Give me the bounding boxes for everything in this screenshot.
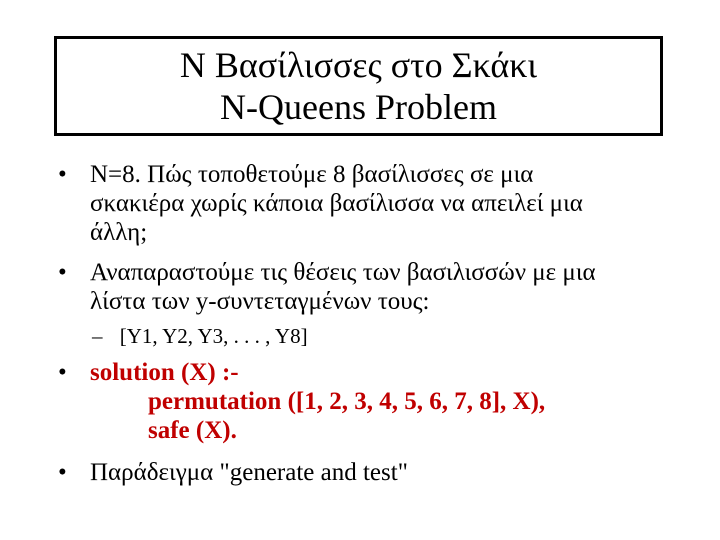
code-line: permutation ([1, 2, 3, 4, 5, 6, 7, 8], X), [148,388,546,415]
bullet-text [90,160,583,247]
bullet-item-n8 [58,160,698,250]
bullet-marker: • [58,459,67,486]
title-english: N-Queens Problem [220,87,497,127]
bullet-text [90,458,408,487]
slide-title [54,36,663,136]
sub-bullet-list [92,324,308,349]
sub-bullet-text: [Y1, Y2, Y3, . . . , Y8] [119,324,308,348]
bullet-line: N=8. Πώς τοποθετούμε 8 βασίλισσες σε μια [90,161,534,188]
bullet-marker: • [58,259,67,286]
code-line: solution (X) :- [90,359,239,386]
dash-marker: – [92,324,103,348]
bullet-item-example [58,458,698,490]
bullet-item-solution [58,358,698,448]
bullet-line: Παράδειγμα "generate and test" [90,459,408,486]
code-line: safe (X). [148,417,237,444]
bullet-line: σκακιέρα χωρίς κάποια βασίλισσα να απειλεί μια [90,190,583,217]
bullet-text [90,258,596,316]
code-block [90,358,545,445]
bullet-marker: • [58,161,67,188]
bullet-line: Αναπαραστούμε τις θέσεις των βασιλισσών με μια [90,259,596,286]
bullet-line: άλλη; [90,219,148,246]
title-greek: N Βασίλισσες στο Σκάκι [179,45,538,85]
bullet-marker: • [58,359,67,386]
bullet-line: λίστα των y-συντεταγμένων τους: [90,288,430,315]
bullet-item-representation [58,258,698,318]
